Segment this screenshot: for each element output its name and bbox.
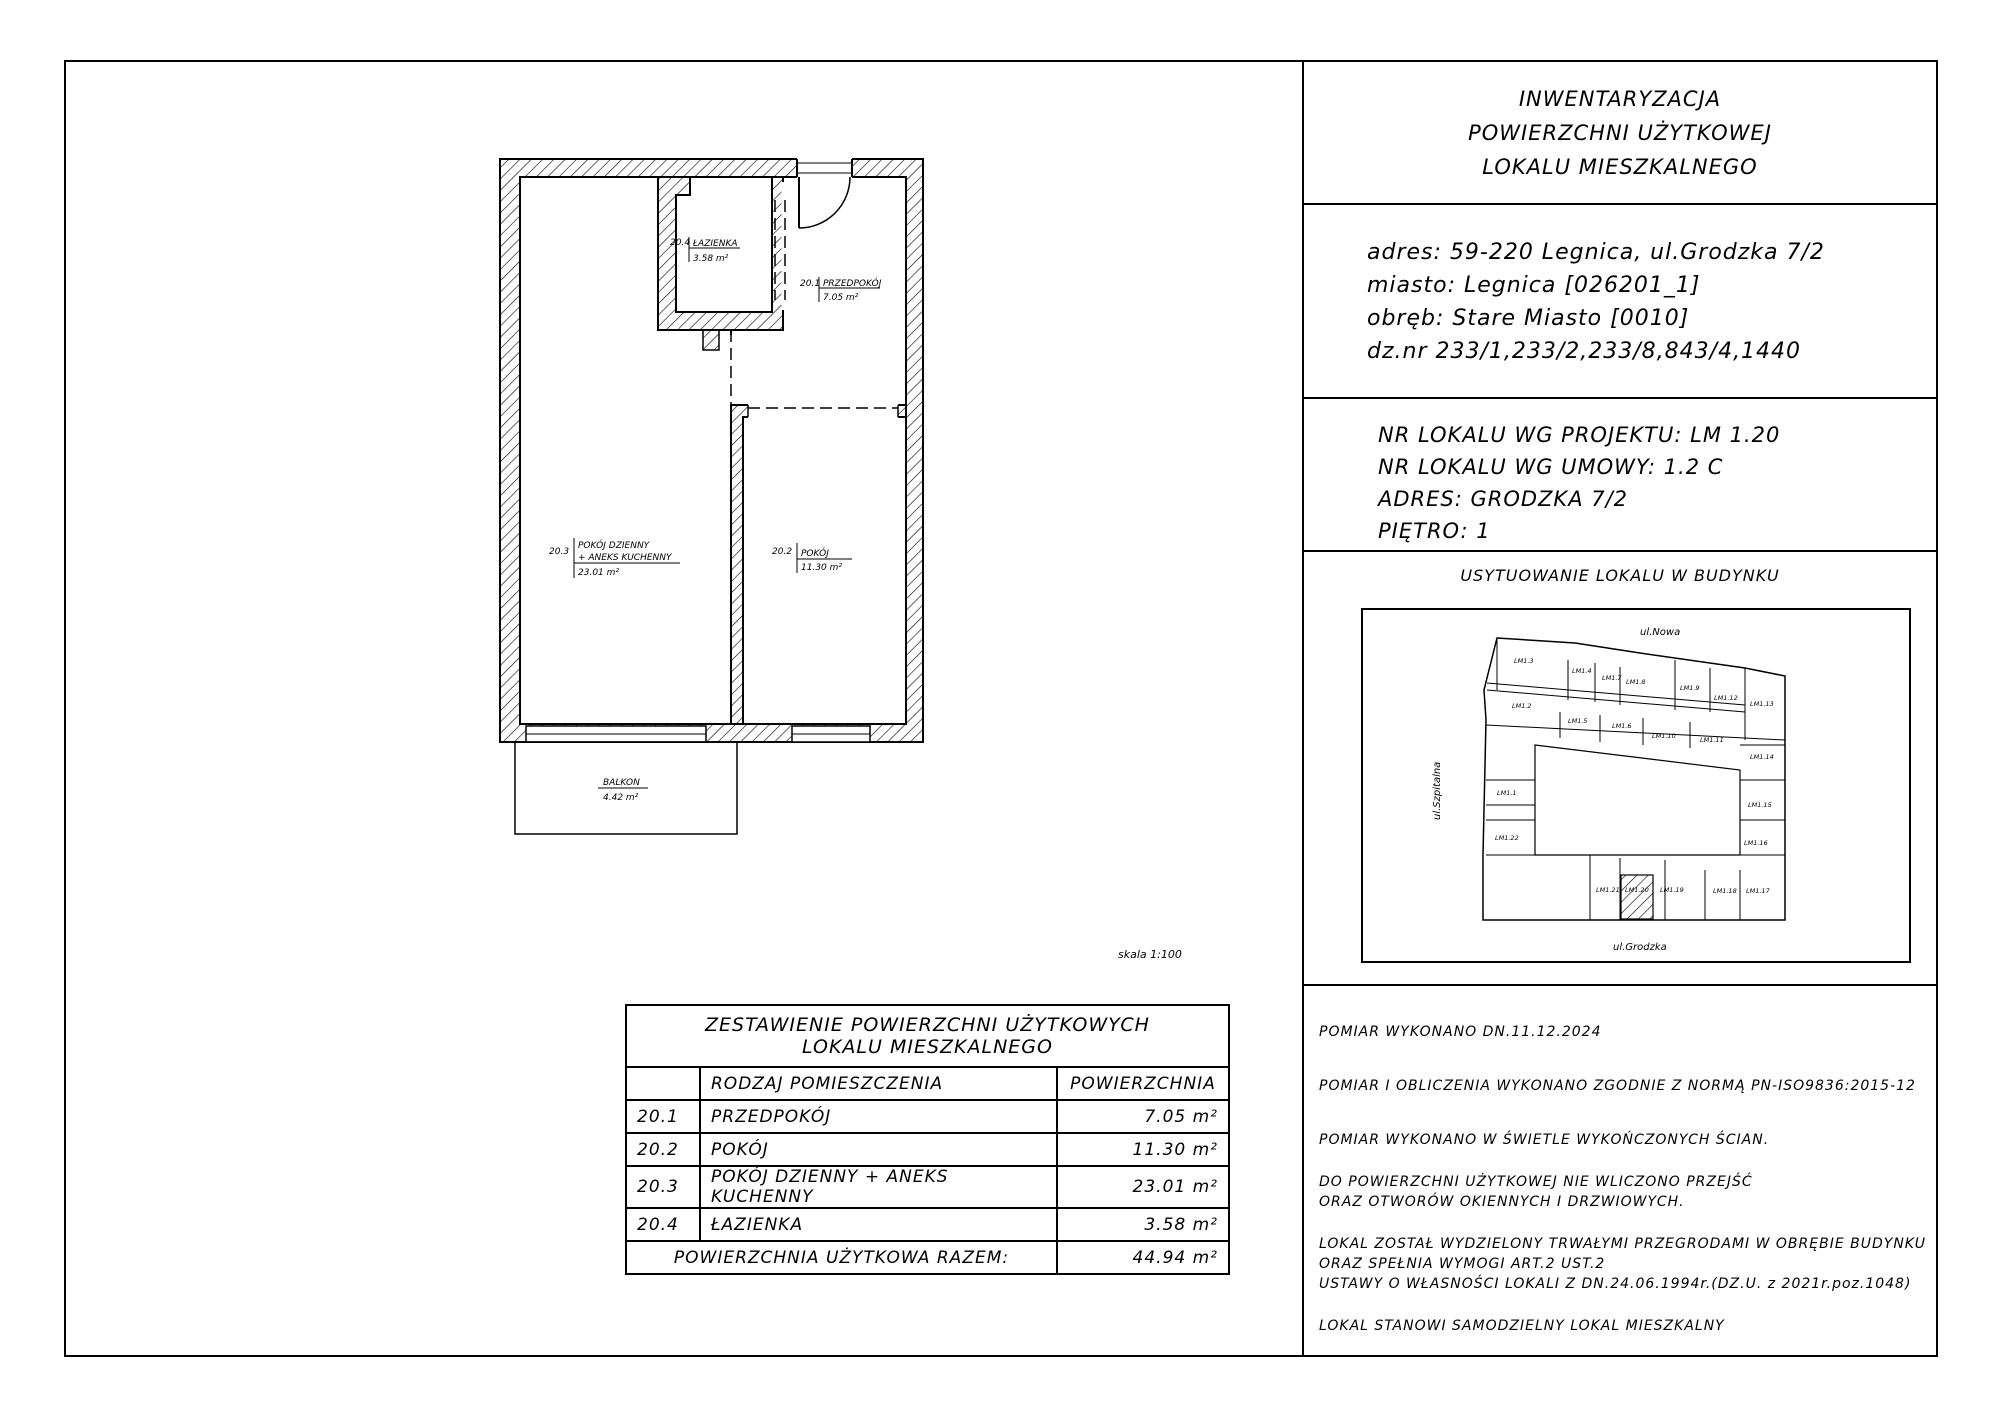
- unit-label: LM1.15: [1748, 801, 1772, 809]
- notes-block: [1319, 1022, 1926, 1336]
- total-value: 44.94 m²: [1057, 1241, 1229, 1274]
- location-map: [1362, 609, 1910, 962]
- summary-title: LOKALU MIESZKALNEGO: [802, 1036, 1053, 1058]
- note-line: ORAZ SPEŁNIA WYMOGI ART.2 UST.2: [1319, 1256, 1606, 1272]
- unit-label: LM1.10: [1652, 732, 1676, 740]
- room-area: 4.42 m²: [603, 793, 639, 803]
- title-block: [1303, 82, 1937, 184]
- title-line: LOKALU MIESZKALNEGO: [1482, 155, 1758, 179]
- column-header-area: POWIERZCHNIA: [1057, 1067, 1229, 1100]
- room-name-2: + ANEKS KUCHENNY: [578, 553, 672, 563]
- table-row: [626, 1133, 1229, 1166]
- summary-header: [626, 1005, 1229, 1067]
- room-name: PRZEDPOKÓJ: [823, 279, 882, 289]
- address-line: adres: 59-220 Legnica, ul.Grodzka 7/2: [1367, 240, 1825, 265]
- unit-label: LM1.20: [1625, 886, 1649, 894]
- address-line: obręb: Stare Miasto [0010]: [1367, 306, 1690, 331]
- summary-title: ZESTAWIENIE POWIERZCHNI UŻYTKOWYCH: [705, 1014, 1150, 1036]
- note-line: LOKAL STANOWI SAMODZIELNY LOKAL MIESZKALNY: [1319, 1318, 1725, 1334]
- unit-label: LM1.5: [1568, 717, 1588, 725]
- room-area: 7.05 m²: [823, 293, 859, 303]
- row-no: 20.3: [626, 1166, 700, 1208]
- unit-label: LM1.18: [1713, 887, 1737, 895]
- room-name: BALKON: [603, 778, 640, 788]
- total-label: POWIERZCHNIA UŻYTKOWA RAZEM:: [626, 1241, 1057, 1274]
- unit-label: LM1.14: [1750, 753, 1774, 761]
- unit-label: LM1.7: [1602, 674, 1622, 682]
- row-area: 3.58 m²: [1057, 1208, 1229, 1241]
- address-block: [1367, 236, 1825, 368]
- row-no: 20.4: [626, 1208, 700, 1241]
- scale-label: skala 1:100: [1118, 948, 1182, 961]
- room-name: POKÓJ: [801, 549, 829, 559]
- row-name: POKÓJ: [700, 1133, 1057, 1166]
- title-line: POWIERZCHNI UŻYTKOWEJ: [1468, 121, 1772, 145]
- row-no: 20.1: [626, 1100, 700, 1133]
- note-line: POMIAR WYKONANO W ŚWIETLE WYKOŃCZONYCH ŚCIAN.: [1319, 1132, 1770, 1148]
- room-name: POKÓJ DZIENNY: [578, 541, 650, 551]
- unit-label: LM1.13: [1750, 700, 1774, 708]
- note-line: LOKAL ZOSTAŁ WYDZIELONY TRWAŁYMI PRZEGRODAMI W OBRĘBIE BUDYNKU: [1319, 1236, 1926, 1252]
- unit-label: LM1.21: [1596, 886, 1620, 894]
- row-name: POKÓJ DZIENNY + ANEKS KUCHENNY: [700, 1166, 1057, 1208]
- table-total-row: [626, 1241, 1229, 1274]
- unit-label: LM1.11: [1700, 736, 1724, 744]
- unit-label: LM1.4: [1572, 667, 1592, 675]
- unit-label: LM1.3: [1514, 657, 1534, 665]
- unit-line: ADRES: GRODZKA 7/2: [1378, 487, 1629, 511]
- street-bottom: ul.Grodzka: [1613, 942, 1667, 953]
- column-header-type: RODZAJ POMIESZCZENIA: [700, 1067, 1057, 1100]
- title-line: INWENTARYZACJA: [1518, 87, 1722, 111]
- unit-line: NR LOKALU WG PROJEKTU: LM 1.20: [1378, 423, 1781, 447]
- unit-label: LM1.16: [1744, 839, 1768, 847]
- note-line: DO POWIERZCHNI UŻYTKOWEJ NIE WLICZONO PRZEJŚĆ: [1319, 1174, 1753, 1190]
- street-left: ul.Szpitalna: [1432, 761, 1443, 820]
- room-name: ŁAZIENKA: [693, 239, 738, 249]
- floor-plan: [500, 157, 1182, 961]
- table-row: [626, 1208, 1229, 1241]
- unit-label: LM1.19: [1660, 886, 1684, 894]
- row-area: 7.05 m²: [1057, 1100, 1229, 1133]
- row-no: 20.2: [626, 1133, 700, 1166]
- note-line: POMIAR I OBLICZENIA WYKONANO ZGODNIE Z NORMĄ PN-ISO9836:2015-12: [1319, 1078, 1916, 1094]
- table-row: [626, 1100, 1229, 1133]
- unit-line: PIĘTRO: 1: [1378, 519, 1491, 543]
- area-summary-table: [625, 1004, 1230, 1275]
- unit-line: NR LOKALU WG UMOWY: 1.2 C: [1378, 455, 1724, 479]
- room-area: 23.01 m²: [578, 568, 620, 578]
- room-no: 20.4: [670, 238, 691, 248]
- room-no: 20.3: [549, 547, 570, 557]
- unit-block: [1378, 419, 1780, 547]
- unit-label: LM1.8: [1626, 678, 1646, 686]
- row-name: ŁAZIENKA: [700, 1208, 1057, 1241]
- row-area: 23.01 m²: [1057, 1166, 1229, 1208]
- unit-label: LM1.17: [1746, 887, 1770, 895]
- row-area: 11.30 m²: [1057, 1133, 1229, 1166]
- address-line: dz.nr 233/1,233/2,233/8,843/4,1440: [1367, 339, 1802, 364]
- unit-label: LM1.9: [1680, 684, 1700, 692]
- note-line: POMIAR WYKONANO DN.11.12.2024: [1319, 1024, 1602, 1040]
- room-area: 11.30 m²: [801, 563, 843, 573]
- room-area: 3.58 m²: [693, 254, 729, 264]
- note-line: USTAWY O WŁASNOŚCI LOKALI Z DN.24.06.1994r.(DZ.U. z 2021r.poz.1048): [1319, 1276, 1912, 1292]
- unit-label: LM1.12: [1714, 694, 1738, 702]
- address-line: miasto: Legnica [026201_1]: [1367, 273, 1701, 298]
- note-line: ORAZ OTWORÓW OKIENNYCH I DRZWIOWYCH.: [1319, 1194, 1685, 1210]
- street-top: ul.Nowa: [1640, 627, 1681, 638]
- table-row: [626, 1166, 1229, 1208]
- unit-label: LM1.1: [1497, 789, 1517, 797]
- location-heading: USYTUOWANIE LOKALU W BUDYNKU: [1460, 566, 1780, 585]
- room-no: 20.1: [800, 279, 821, 289]
- unit-label: LM1.6: [1612, 722, 1632, 730]
- row-name: PRZEDPOKÓJ: [700, 1100, 1057, 1133]
- room-no: 20.2: [772, 547, 793, 557]
- unit-label: LM1.22: [1495, 834, 1519, 842]
- unit-label: LM1.2: [1512, 702, 1532, 710]
